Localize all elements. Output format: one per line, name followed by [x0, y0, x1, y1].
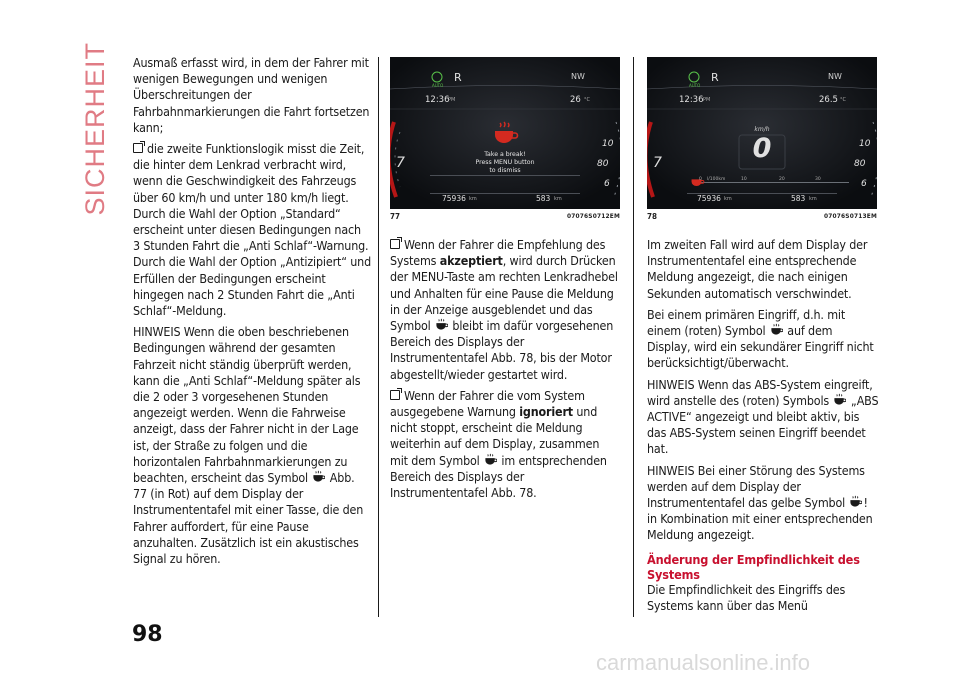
coffee-cup-icon	[312, 470, 325, 483]
trip-unit: km	[809, 196, 817, 202]
trip-meter: 583	[791, 194, 806, 203]
paragraph: Im zweiten Fall wird auf dem Display der Instrumententafel eine entsprechende Meldung angezeigt, die nach einigen Sekunden automatisch verschwindet.	[647, 237, 868, 301]
gauge-tick: 6	[604, 179, 610, 189]
dashboard-display	[390, 57, 620, 209]
odometer-unit: km	[469, 196, 477, 202]
note-text: HINWEIS Bei einer Störung des Systems werden auf dem Display der Instrumententafel das gelbe Symbol	[647, 462, 865, 511]
coffee-cup-icon	[849, 495, 862, 508]
cons-tick: 30	[815, 177, 821, 182]
paragraph: Ausmaß erfasst wird, in dem der Fahrer mit wenigen Bewegungen und wenigen Überschreitungen der Fahrbahnmarkierungen die Fahrt fortsetzen kann;	[133, 55, 370, 135]
coffee-cup-icon	[484, 453, 497, 466]
temp-unit: °C	[840, 97, 846, 103]
bullet-text: und nicht stoppt, erscheint die Meldung weiterhin auf dem Display, zusammen mit dem Symbol	[390, 404, 600, 468]
gauge-tick: 10	[602, 139, 614, 149]
gauge-tick: 80	[854, 159, 866, 169]
coffee-cup-icon	[435, 318, 448, 331]
coffee-cup-icon	[833, 393, 846, 406]
odometer: 75936	[697, 194, 721, 203]
section-tab: SICHERHEIT	[80, 42, 110, 216]
bold-term: akzeptiert	[439, 253, 503, 269]
note-text: ! in Kombination mit einer entsprechenden Meldung angezeigt.	[647, 495, 873, 543]
figure-code: 07076S0712EM	[566, 212, 620, 220]
figure-77-dashboard	[390, 57, 620, 209]
section-heading: Änderung der Empfindlichkeit des Systems	[647, 551, 860, 582]
checkbox-bullet-icon	[390, 390, 400, 400]
outside-temp: 26.5	[819, 95, 838, 105]
checkbox-bullet-icon	[390, 239, 400, 249]
gear-indicator: R	[711, 71, 719, 84]
gear-indicator: R	[454, 71, 462, 84]
figure-number: 77	[390, 212, 401, 221]
figure-number: 78	[647, 212, 658, 221]
outside-temp: 26	[570, 95, 581, 105]
bullet-text: , wird durch Drücken der MENU-Taste am rechten Lenkradhebel und Anhalten für eine Pause die Meldung in der Anzeige ausgeblendet und das Symbol	[390, 253, 618, 334]
coffee-cup-icon	[770, 323, 783, 336]
note-paragraph	[133, 324, 371, 567]
compass-heading: NW	[571, 72, 585, 81]
note-text-cont: Abb. 77 (in Rot) auf dem Display der Instrumententafel mit einer Tasse, die den Fahrer auffordert, für eine Pause anzuhalten. Zusätzlich ist ein akustisches Signal zu hören.	[133, 470, 364, 567]
speed-unit: km/h	[754, 126, 770, 133]
bullet-text: die zweite Funktionslogik misst die Zeit, die hinter dem Lenkrad verbracht wird, wenn die Geschwindigkeit des Fahrzeugs über 60 km/h und unter 180 km/h liegt. Durch die Wahl der Option „Standard“ erscheint unter diesen Bedingungen nach 3 Stunden Fahrt die „Anti Schlaf“-Warnung. Durch die Wahl der Option „Antizipiert“ und Erfüllen der Bedingungen erscheint hingegen nach 2 Stunden Fahrt die „Anti Schlaf“-Meldung.	[133, 141, 371, 319]
bullet-text: Wenn der Fahrer die vom System ausgegebene Warnung	[390, 387, 585, 420]
odometer: 75936	[442, 194, 466, 203]
message-line: Take a break!	[484, 151, 526, 158]
note-text: „ABS ACTIVE“ angezeigt und bleibt aktiv, bis das ABS-System seinen Eingriff beendet hat.	[647, 392, 879, 457]
clock-ampm: PM	[703, 97, 711, 103]
cons-tick: 0	[699, 177, 702, 182]
break-message	[390, 151, 620, 175]
bold-term: ignoriert	[519, 404, 573, 420]
trip-meter: 583	[536, 194, 551, 203]
bullet-item	[390, 388, 620, 501]
text-column-3	[647, 237, 879, 619]
gauge-tick: 7	[396, 155, 405, 171]
paragraph-text: auf dem Display, wird ein sekundärer Eingriff nicht berücksichtigt/überwacht.	[647, 323, 874, 371]
text-column-2	[390, 237, 620, 506]
cons-tick: 20	[779, 177, 785, 182]
compass-heading: NW	[828, 72, 842, 81]
trip-unit: km	[554, 196, 562, 202]
clock-time: 12:36	[679, 95, 704, 105]
gauge-tick: 10	[859, 139, 871, 149]
figure-code: 07076S0713EM	[823, 212, 877, 220]
note-paragraph	[647, 463, 879, 544]
note-text: HINWEIS Wenn die oben beschriebenen Bedingungen während der gesamten Fahrzeit nicht ständig überprüft werden, kann die „Anti Schlaf“-Meldung später als die 2 oder 3 vorgesehenen Stunden angezeigt werden. Wenn die Fahrweise anzeigt, dass der Fahrer nicht in der Lage ist, der Straße zu folgen und die horizontalen Fahrbahnmarkierungen zu beachten, erscheint das Symbol	[133, 324, 361, 486]
figure-caption	[647, 212, 877, 221]
clock-ampm: PM	[448, 97, 456, 103]
cons-label: l/100km	[707, 177, 726, 182]
text-column-1	[133, 55, 371, 572]
auto-label: AUTO	[689, 83, 701, 88]
page-number: 98	[132, 622, 163, 647]
paragraph: Die Empfindlichkeit des Eingriffs des Systems kann über das Menü	[647, 581, 846, 613]
column-divider	[633, 57, 634, 617]
figure-caption	[390, 212, 620, 221]
clock-time: 12:36	[425, 95, 450, 105]
checkbox-bullet-icon	[133, 143, 143, 153]
gauge-tick: 80	[597, 159, 609, 169]
cons-tick: 10	[741, 177, 747, 182]
note-paragraph	[647, 377, 879, 458]
odometer-unit: km	[724, 196, 732, 202]
message-line: to dismiss	[489, 167, 521, 174]
figure-78-dashboard	[647, 57, 877, 209]
bullet-text: bleibt im dafür vorgesehenen Bereich des Displays der Instrumententafel Abb. 78, bis der Motor abgestellt/wieder gestartet wird.	[390, 318, 614, 382]
watermark: carmanualsonline.info	[596, 650, 811, 675]
bullet-text: Wenn der Fahrer die Empfehlung des Systems	[390, 237, 606, 269]
paragraph-text: Bei einem primären Eingriff, d.h. mit einem (roten) Symbol	[647, 306, 846, 339]
gauge-tick: 6	[861, 179, 867, 189]
message-line: Press MENU button	[475, 159, 535, 166]
bullet-text: im entsprechenden Bereich des Displays der Instrumententafel Abb. 78.	[390, 452, 607, 501]
speed-readout: 0	[752, 133, 772, 164]
column-divider	[378, 57, 379, 617]
note-text: HINWEIS Wenn das ABS-System eingreift, wird anstelle des (roten) Symbols	[647, 376, 873, 408]
temp-unit: °C	[584, 97, 590, 103]
paragraph	[647, 307, 879, 372]
gauge-tick: 7	[653, 155, 662, 171]
bullet-item	[390, 237, 620, 383]
bullet-item	[133, 141, 371, 319]
auto-label: AUTO	[432, 83, 444, 88]
